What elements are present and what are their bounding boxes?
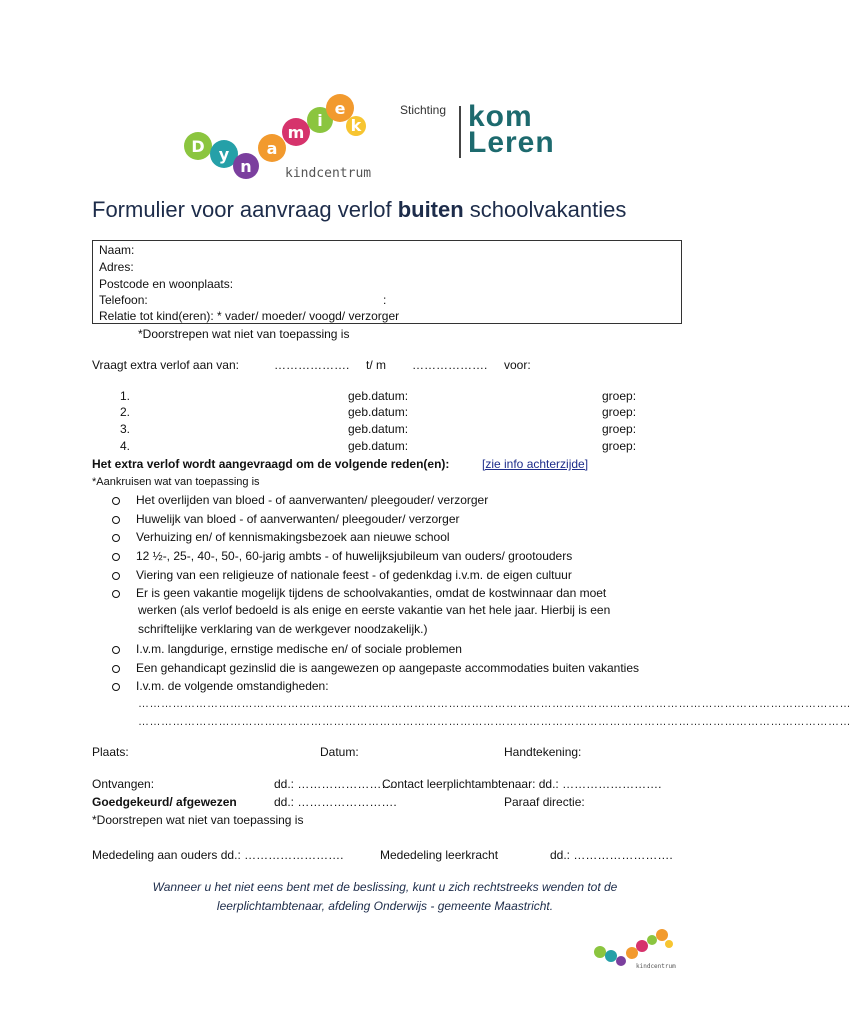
radio-circle-icon[interactable]	[112, 572, 120, 580]
page-title	[92, 197, 626, 223]
kid-gebdatum[interactable]: geb.datum:	[348, 405, 409, 419]
reason-label: I.v.m. de volgende omstandigheden:	[136, 679, 329, 693]
kid-groep[interactable]: groep:	[602, 439, 637, 453]
komleren-logo	[468, 100, 555, 159]
datum-field[interactable]: Datum:	[320, 745, 359, 759]
title-bold: buiten	[397, 197, 464, 222]
reason-label: Er is geen vakantie mogelijk tijdens de schoolvakanties, omdat de kostwinnaar dan moet	[136, 586, 607, 600]
komleren-word-2: Leren	[468, 126, 555, 159]
telefoon-field[interactable]: Telefoon:	[99, 293, 148, 307]
reason-label: Viering van een religieuze of nationale feest - of gedenkdag i.v.m. de eigen cultuur	[136, 568, 572, 582]
kid-number: 3.	[120, 422, 131, 436]
logo-letter: m	[287, 123, 305, 142]
kid-groep[interactable]: groep:	[602, 422, 637, 436]
kid-gebdatum[interactable]: geb.datum:	[348, 389, 409, 403]
mededeling-leerkracht: Mededeling leerkracht	[380, 848, 499, 862]
radio-circle-icon[interactable]	[112, 646, 120, 654]
check-note: *Aankruisen wat van toepassing is	[92, 476, 260, 488]
radio-circle-icon[interactable]	[112, 553, 120, 561]
radio-circle-icon[interactable]	[112, 665, 120, 673]
adres-field[interactable]: Adres:	[99, 260, 134, 274]
plaats-field[interactable]: Plaats:	[92, 745, 129, 759]
reason-checkbox[interactable]	[112, 566, 572, 584]
reason-label: I.v.m. langdurige, ernstige medische en/ of sociale problemen	[136, 642, 462, 656]
circumstances-line[interactable]: ……………………………………………………………………………………………………………………………………………………………………	[138, 698, 851, 710]
komleren-divider	[459, 106, 461, 158]
radio-circle-icon[interactable]	[112, 590, 120, 598]
logo-letter: k	[350, 116, 362, 135]
mededeling-leerkracht-date[interactable]: dd.: …………………….	[550, 848, 673, 862]
strike-note: *Doorstrepen wat niet van toepassing is	[138, 327, 350, 341]
reason-label: Het overlijden van bloed - of aanverwanten/ pleegouder/ verzorger	[136, 493, 489, 507]
reason-label-cont: schriftelijke verklaring van de werkgever noodzakelijk.)	[138, 622, 428, 636]
goedgekeurd-label: Goedgekeurd/ afgewezen	[92, 795, 237, 809]
reason-label-cont: werken (als verlof bedoeld is als enige en eerste vakantie van het hele jaar. Hierbij is een	[138, 603, 611, 617]
reason-label: Huwelijk van bloed - of aanverwanten/ pleegouder/ verzorger	[136, 512, 460, 526]
logo-letter: a	[266, 139, 278, 158]
reason-checkbox[interactable]	[112, 547, 572, 565]
logo-letter: n	[240, 157, 252, 176]
goedgekeurd-date[interactable]: dd.: …………………….	[274, 795, 397, 809]
small-logo-sub: kindcentrum	[636, 963, 676, 970]
reason-checkbox[interactable]	[112, 584, 606, 602]
ontvangen-label: Ontvangen:	[92, 777, 155, 791]
kid-gebdatum[interactable]: geb.datum:	[348, 439, 409, 453]
logo-subtitle: kindcentrum	[285, 166, 372, 181]
kid-groep[interactable]: groep:	[602, 389, 637, 403]
title-pre: Formulier voor aanvraag verlof	[92, 197, 398, 222]
reason-label: 12 ½-, 25-, 40-, 50-, 60-jarig ambts - of huwelijksjubileum van ouders/ grootouders	[136, 549, 573, 563]
paraaf-directie[interactable]: Paraaf directie:	[504, 795, 585, 809]
office-strike-note: *Doorstrepen wat niet van toepassing is	[92, 813, 304, 827]
telefoon-colon: :	[383, 293, 387, 307]
request-tm: t/ m	[366, 358, 386, 372]
ontvangen-date[interactable]: dd.: …………………….	[274, 777, 397, 791]
komleren-word-1: kom	[468, 100, 533, 133]
postcode-field[interactable]: Postcode en woonplaats:	[99, 277, 234, 291]
naam-field[interactable]: Naam:	[99, 243, 135, 257]
radio-circle-icon[interactable]	[112, 683, 120, 691]
radio-circle-icon[interactable]	[112, 516, 120, 524]
reasons-heading: Het extra verlof wordt aangevraagd om de volgende reden(en):	[92, 457, 450, 471]
reason-checkbox[interactable]	[112, 528, 450, 546]
logo-letter: D	[191, 137, 205, 156]
mededeling-ouders[interactable]: Mededeling aan ouders dd.: …………………….	[92, 848, 344, 862]
dynamiek-small-logo	[592, 926, 682, 970]
footer-line-2: leerplichtambtenaar, afdeling Onderwijs - gemeente Maastricht.	[216, 899, 554, 913]
radio-circle-icon[interactable]	[112, 534, 120, 542]
reason-label: Verhuizing en/ of kennismakingsbezoek aan nieuwe school	[136, 530, 450, 544]
footer-line-1: Wanneer u het niet eens bent met de beslissing, kunt u zich rechtstreeks wenden tot de	[152, 880, 618, 894]
reason-label: Een gehandicapt gezinslid die is aangewezen op aangepaste accommodaties buiten vakanties	[136, 661, 640, 675]
logo-letter: i	[317, 111, 323, 130]
contact-leerplicht[interactable]: Contact leerplichtambtenaar: dd.: …………………….	[382, 777, 662, 791]
request-from[interactable]: ……………….	[274, 358, 350, 372]
handtekening-field[interactable]: Handtekening:	[504, 745, 582, 759]
stichting-label: Stichting	[400, 103, 447, 117]
request-to[interactable]: ……………….	[412, 358, 488, 372]
relatie-field[interactable]: Relatie tot kind(eren): * vader/ moeder/ voogd/ verzorger	[99, 309, 400, 323]
reason-checkbox[interactable]	[112, 640, 462, 658]
kid-gebdatum[interactable]: geb.datum:	[348, 422, 409, 436]
reason-checkbox[interactable]	[112, 659, 639, 677]
request-voor: voor:	[504, 358, 531, 372]
title-post: schoolvakanties	[463, 197, 627, 222]
personal-info-box	[92, 240, 682, 324]
kid-number: 4.	[120, 439, 131, 453]
reason-checkbox[interactable]	[112, 510, 460, 528]
kid-groep[interactable]: groep:	[602, 405, 637, 419]
logo-letter: y	[218, 145, 230, 164]
info-link[interactable]: [zie info achterzijde]	[482, 457, 589, 471]
reason-checkbox[interactable]	[112, 491, 488, 509]
circumstances-line[interactable]: ……………………………………………………………………………………………………………………………………………………………………	[138, 716, 851, 728]
radio-circle-icon[interactable]	[112, 497, 120, 505]
reason-checkbox[interactable]	[112, 677, 329, 695]
logo-letter: e	[334, 99, 346, 118]
kid-number: 1.	[120, 389, 131, 403]
kid-number: 2.	[120, 405, 131, 419]
request-label: Vraagt extra verlof aan van:	[92, 358, 239, 372]
